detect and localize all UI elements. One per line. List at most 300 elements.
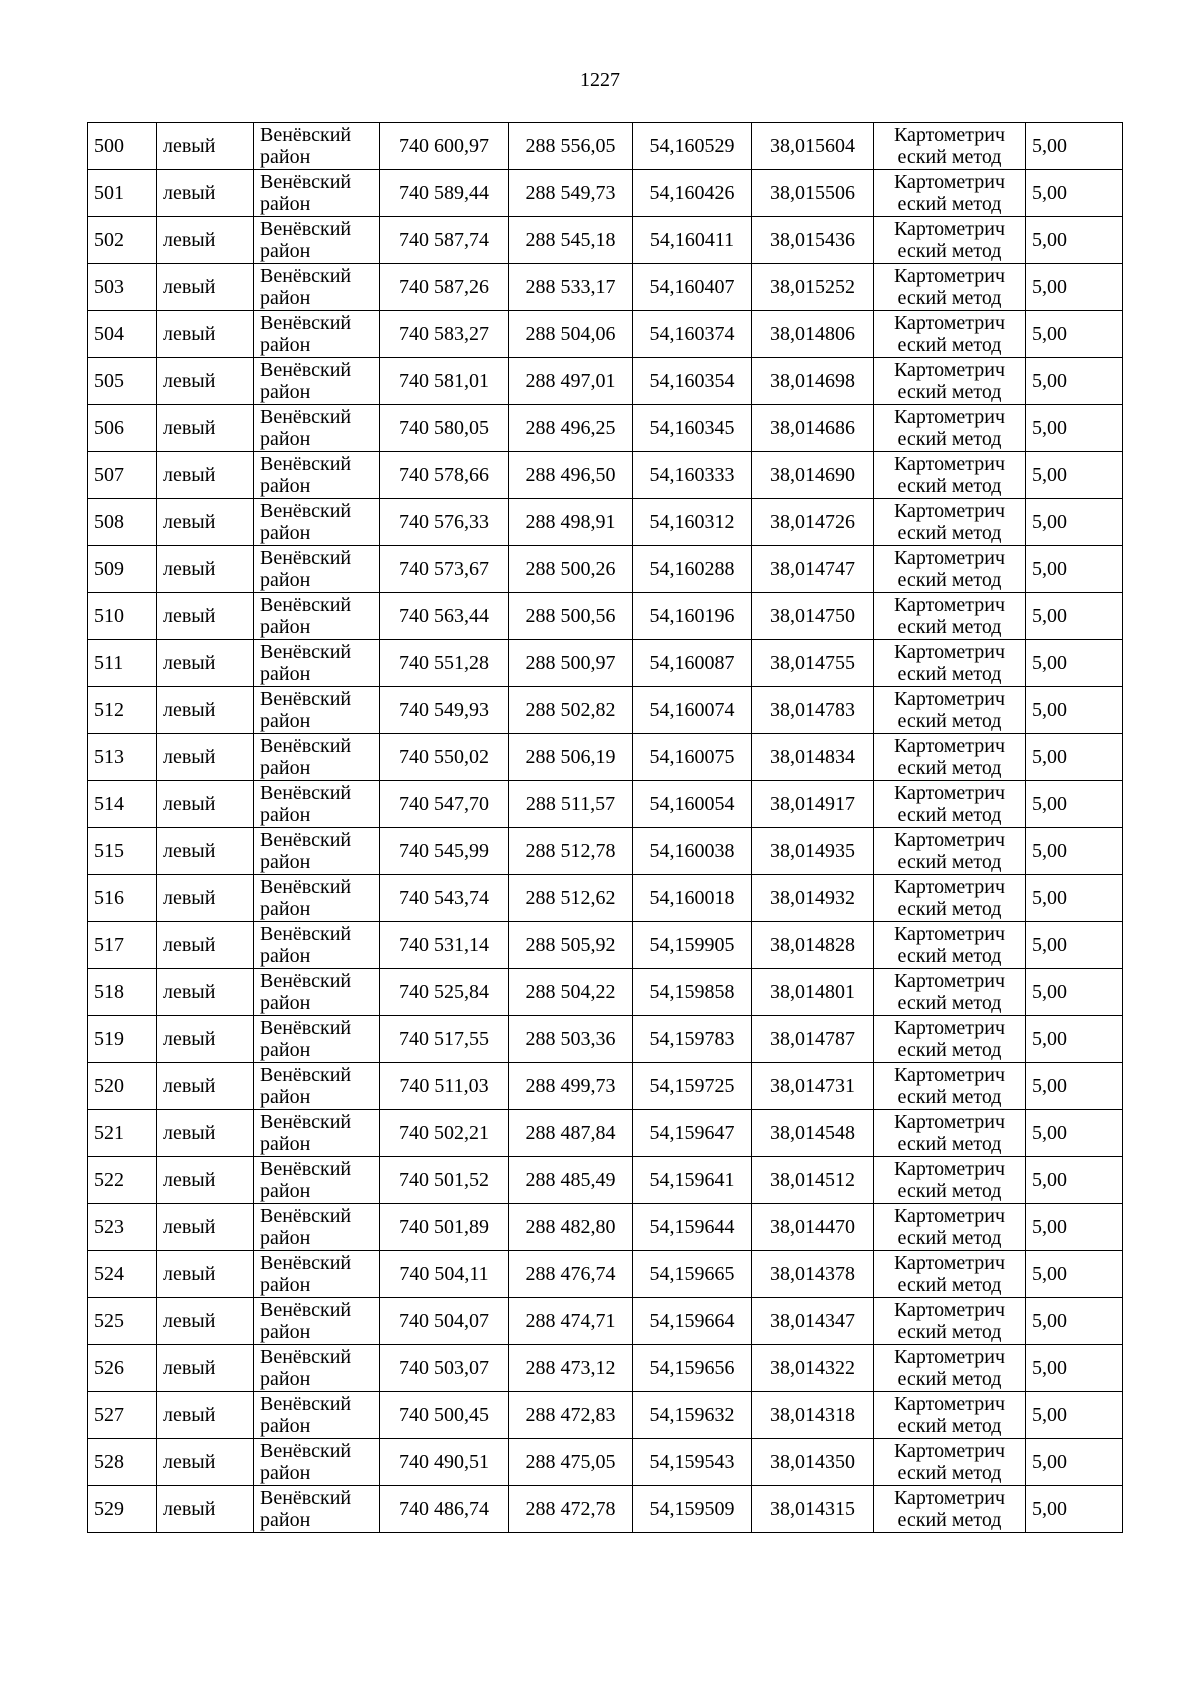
longitude-cell: 38,014834 <box>752 734 874 781</box>
method-cell <box>874 217 1026 264</box>
coord-y-cell: 288 533,17 <box>509 264 633 311</box>
method-line-2: еский метод <box>897 381 1002 403</box>
district-cell <box>254 1486 380 1533</box>
accuracy-cell: 5,00 <box>1026 1157 1123 1204</box>
coord-y-cell: 288 472,78 <box>509 1486 633 1533</box>
point-number-cell: 526 <box>88 1345 157 1392</box>
method-line-2: еский метод <box>897 616 1002 638</box>
method-cell <box>874 1486 1026 1533</box>
method-cell <box>874 358 1026 405</box>
district-line-2: район <box>260 1039 311 1061</box>
side-cell: левый <box>157 123 254 170</box>
method-line-1: Картометрич <box>893 453 1006 475</box>
district-line-2: район <box>260 1227 311 1249</box>
coord-x-cell: 740 503,07 <box>380 1345 509 1392</box>
latitude-cell: 54,159632 <box>633 1392 752 1439</box>
point-number-cell: 506 <box>88 405 157 452</box>
longitude-cell: 38,014315 <box>752 1486 874 1533</box>
district-line-1: Венёвский <box>260 876 352 898</box>
accuracy-cell: 5,00 <box>1026 828 1123 875</box>
table-row <box>88 1157 1123 1204</box>
district-line-2: район <box>260 1133 311 1155</box>
method-line-2: еский метод <box>897 240 1002 262</box>
table-row <box>88 1251 1123 1298</box>
side-cell: левый <box>157 828 254 875</box>
point-number-cell: 513 <box>88 734 157 781</box>
district-line-1: Венёвский <box>260 1393 352 1415</box>
district-line-1: Венёвский <box>260 1205 352 1227</box>
latitude-cell: 54,159647 <box>633 1110 752 1157</box>
district-line-1: Венёвский <box>260 547 352 569</box>
district-line-2: район <box>260 475 311 497</box>
district-cell <box>254 452 380 499</box>
longitude-cell: 38,014698 <box>752 358 874 405</box>
district-line-2: район <box>260 569 311 591</box>
method-cell <box>874 922 1026 969</box>
table-row <box>88 405 1123 452</box>
district-line-2: район <box>260 1321 311 1343</box>
point-number-cell: 500 <box>88 123 157 170</box>
district-line-2: район <box>260 1368 311 1390</box>
method-line-1: Картометрич <box>893 265 1006 287</box>
coord-y-cell: 288 474,71 <box>509 1298 633 1345</box>
point-number-cell: 527 <box>88 1392 157 1439</box>
district-line-2: район <box>260 663 311 685</box>
point-number-cell: 514 <box>88 781 157 828</box>
page-number: 1227 <box>580 69 620 91</box>
longitude-cell: 38,014470 <box>752 1204 874 1251</box>
method-cell <box>874 1204 1026 1251</box>
coord-x-cell: 740 490,51 <box>380 1439 509 1486</box>
side-cell: левый <box>157 875 254 922</box>
method-line-1: Картометрич <box>893 171 1006 193</box>
point-number-cell: 502 <box>88 217 157 264</box>
point-number-cell: 528 <box>88 1439 157 1486</box>
method-line-1: Картометрич <box>893 1299 1006 1321</box>
latitude-cell: 54,159725 <box>633 1063 752 1110</box>
method-cell <box>874 1298 1026 1345</box>
district-cell <box>254 969 380 1016</box>
accuracy-cell: 5,00 <box>1026 687 1123 734</box>
method-line-2: еский метод <box>897 1086 1002 1108</box>
district-line-2: район <box>260 193 311 215</box>
table-row <box>88 687 1123 734</box>
district-line-2: район <box>260 287 311 309</box>
coord-y-cell: 288 482,80 <box>509 1204 633 1251</box>
method-line-2: еский метод <box>897 1462 1002 1484</box>
coord-y-cell: 288 500,26 <box>509 546 633 593</box>
table-row <box>88 922 1123 969</box>
district-line-1: Венёвский <box>260 406 352 428</box>
method-line-1: Картометрич <box>893 735 1006 757</box>
coord-x-cell: 740 576,33 <box>380 499 509 546</box>
district-line-1: Венёвский <box>260 1487 352 1509</box>
accuracy-cell: 5,00 <box>1026 1063 1123 1110</box>
district-line-2: район <box>260 1274 311 1296</box>
coord-y-cell: 288 504,22 <box>509 969 633 1016</box>
district-cell <box>254 1157 380 1204</box>
accuracy-cell: 5,00 <box>1026 922 1123 969</box>
side-cell: левый <box>157 217 254 264</box>
method-line-1: Картометрич <box>893 641 1006 663</box>
method-cell <box>874 593 1026 640</box>
district-line-1: Венёвский <box>260 688 352 710</box>
coord-x-cell: 740 578,66 <box>380 452 509 499</box>
table-row <box>88 781 1123 828</box>
method-line-2: еский метод <box>897 428 1002 450</box>
point-number-cell: 529 <box>88 1486 157 1533</box>
method-line-1: Картометрич <box>893 1252 1006 1274</box>
table-body <box>88 123 1123 1533</box>
side-cell: левый <box>157 1298 254 1345</box>
table-row <box>88 875 1123 922</box>
method-line-1: Картометрич <box>893 406 1006 428</box>
latitude-cell: 54,160087 <box>633 640 752 687</box>
coord-y-cell: 288 496,25 <box>509 405 633 452</box>
method-line-1: Картометрич <box>893 876 1006 898</box>
accuracy-cell: 5,00 <box>1026 640 1123 687</box>
longitude-cell: 38,014747 <box>752 546 874 593</box>
point-number-cell: 525 <box>88 1298 157 1345</box>
district-line-1: Венёвский <box>260 171 352 193</box>
district-line-1: Венёвский <box>260 218 352 240</box>
district-cell <box>254 687 380 734</box>
district-cell <box>254 358 380 405</box>
longitude-cell: 38,014318 <box>752 1392 874 1439</box>
method-cell <box>874 1157 1026 1204</box>
coord-x-cell: 740 531,14 <box>380 922 509 969</box>
coord-x-cell: 740 504,07 <box>380 1298 509 1345</box>
method-line-2: еский метод <box>897 1133 1002 1155</box>
coord-x-cell: 740 587,74 <box>380 217 509 264</box>
point-number-cell: 517 <box>88 922 157 969</box>
district-line-1: Венёвский <box>260 782 352 804</box>
side-cell: левый <box>157 734 254 781</box>
method-line-2: еский метод <box>897 475 1002 497</box>
coord-y-cell: 288 498,91 <box>509 499 633 546</box>
table-row <box>88 546 1123 593</box>
coord-x-cell: 740 563,44 <box>380 593 509 640</box>
method-cell <box>874 1251 1026 1298</box>
method-line-2: еский метод <box>897 1415 1002 1437</box>
method-line-1: Картометрич <box>893 124 1006 146</box>
district-line-1: Венёвский <box>260 1440 352 1462</box>
latitude-cell: 54,160018 <box>633 875 752 922</box>
district-cell <box>254 875 380 922</box>
point-number-cell: 508 <box>88 499 157 546</box>
coord-y-cell: 288 556,05 <box>509 123 633 170</box>
coord-x-cell: 740 486,74 <box>380 1486 509 1533</box>
district-line-1: Венёвский <box>260 359 352 381</box>
table-row <box>88 734 1123 781</box>
district-line-1: Венёвский <box>260 500 352 522</box>
coord-x-cell: 740 550,02 <box>380 734 509 781</box>
coord-y-cell: 288 512,78 <box>509 828 633 875</box>
method-line-2: еский метод <box>897 1274 1002 1296</box>
side-cell: левый <box>157 358 254 405</box>
method-cell <box>874 1110 1026 1157</box>
point-number-cell: 522 <box>88 1157 157 1204</box>
point-number-cell: 503 <box>88 264 157 311</box>
district-cell <box>254 1063 380 1110</box>
accuracy-cell: 5,00 <box>1026 452 1123 499</box>
district-line-2: район <box>260 757 311 779</box>
method-line-1: Картометрич <box>893 1017 1006 1039</box>
coord-x-cell: 740 502,21 <box>380 1110 509 1157</box>
side-cell: левый <box>157 781 254 828</box>
method-line-2: еский метод <box>897 193 1002 215</box>
table-row <box>88 358 1123 405</box>
latitude-cell: 54,159509 <box>633 1486 752 1533</box>
district-line-2: район <box>260 804 311 826</box>
table-row <box>88 264 1123 311</box>
table-row <box>88 1439 1123 1486</box>
point-number-cell: 516 <box>88 875 157 922</box>
method-line-1: Картометрич <box>893 1393 1006 1415</box>
method-cell <box>874 781 1026 828</box>
district-line-1: Венёвский <box>260 594 352 616</box>
coord-y-cell: 288 500,97 <box>509 640 633 687</box>
district-cell <box>254 1016 380 1063</box>
method-cell <box>874 969 1026 1016</box>
coord-x-cell: 740 589,44 <box>380 170 509 217</box>
method-line-2: еский метод <box>897 851 1002 873</box>
method-line-2: еский метод <box>897 1368 1002 1390</box>
latitude-cell: 54,159783 <box>633 1016 752 1063</box>
method-line-2: еский метод <box>897 1039 1002 1061</box>
district-line-2: район <box>260 522 311 544</box>
table-row <box>88 311 1123 358</box>
latitude-cell: 54,159656 <box>633 1345 752 1392</box>
coord-x-cell: 740 504,11 <box>380 1251 509 1298</box>
longitude-cell: 38,015506 <box>752 170 874 217</box>
method-cell <box>874 687 1026 734</box>
longitude-cell: 38,014548 <box>752 1110 874 1157</box>
coord-x-cell: 740 501,52 <box>380 1157 509 1204</box>
point-number-cell: 510 <box>88 593 157 640</box>
district-line-2: район <box>260 334 311 356</box>
coord-x-cell: 740 547,70 <box>380 781 509 828</box>
method-line-1: Картометрич <box>893 1064 1006 1086</box>
accuracy-cell: 5,00 <box>1026 1439 1123 1486</box>
district-line-1: Венёвский <box>260 1346 352 1368</box>
district-cell <box>254 405 380 452</box>
longitude-cell: 38,014686 <box>752 405 874 452</box>
coord-y-cell: 288 476,74 <box>509 1251 633 1298</box>
district-line-2: район <box>260 945 311 967</box>
method-line-1: Картометрич <box>893 1158 1006 1180</box>
method-line-2: еский метод <box>897 898 1002 920</box>
accuracy-cell: 5,00 <box>1026 1298 1123 1345</box>
accuracy-cell: 5,00 <box>1026 546 1123 593</box>
longitude-cell: 38,015604 <box>752 123 874 170</box>
accuracy-cell: 5,00 <box>1026 1110 1123 1157</box>
longitude-cell: 38,014828 <box>752 922 874 969</box>
accuracy-cell: 5,00 <box>1026 1016 1123 1063</box>
longitude-cell: 38,014731 <box>752 1063 874 1110</box>
method-line-1: Картометрич <box>893 312 1006 334</box>
district-line-2: район <box>260 710 311 732</box>
method-line-1: Картометрич <box>893 782 1006 804</box>
point-number-cell: 521 <box>88 1110 157 1157</box>
district-line-1: Венёвский <box>260 265 352 287</box>
coord-x-cell: 740 500,45 <box>380 1392 509 1439</box>
district-line-1: Венёвский <box>260 1299 352 1321</box>
method-cell <box>874 1392 1026 1439</box>
accuracy-cell: 5,00 <box>1026 1204 1123 1251</box>
district-line-2: район <box>260 381 311 403</box>
coord-y-cell: 288 472,83 <box>509 1392 633 1439</box>
longitude-cell: 38,014347 <box>752 1298 874 1345</box>
side-cell: левый <box>157 405 254 452</box>
district-line-1: Венёвский <box>260 1158 352 1180</box>
method-cell <box>874 546 1026 593</box>
longitude-cell: 38,014512 <box>752 1157 874 1204</box>
point-number-cell: 523 <box>88 1204 157 1251</box>
coord-y-cell: 288 506,19 <box>509 734 633 781</box>
coord-x-cell: 740 580,05 <box>380 405 509 452</box>
method-line-2: еский метод <box>897 522 1002 544</box>
method-cell <box>874 264 1026 311</box>
method-line-2: еский метод <box>897 992 1002 1014</box>
method-cell <box>874 1345 1026 1392</box>
district-cell <box>254 546 380 593</box>
longitude-cell: 38,014932 <box>752 875 874 922</box>
coord-y-cell: 288 497,01 <box>509 358 633 405</box>
method-line-2: еский метод <box>897 945 1002 967</box>
side-cell: левый <box>157 452 254 499</box>
point-number-cell: 501 <box>88 170 157 217</box>
accuracy-cell: 5,00 <box>1026 1251 1123 1298</box>
coord-x-cell: 740 581,01 <box>380 358 509 405</box>
district-line-1: Венёвский <box>260 970 352 992</box>
method-line-1: Картометрич <box>893 923 1006 945</box>
side-cell: левый <box>157 922 254 969</box>
table-row <box>88 499 1123 546</box>
district-line-1: Венёвский <box>260 1111 352 1133</box>
method-line-1: Картометрич <box>893 1205 1006 1227</box>
method-line-2: еский метод <box>897 757 1002 779</box>
district-line-2: район <box>260 992 311 1014</box>
coord-y-cell: 288 499,73 <box>509 1063 633 1110</box>
method-line-2: еский метод <box>897 804 1002 826</box>
method-line-2: еский метод <box>897 663 1002 685</box>
district-line-1: Венёвский <box>260 124 352 146</box>
district-cell <box>254 1392 380 1439</box>
accuracy-cell: 5,00 <box>1026 1392 1123 1439</box>
district-cell <box>254 170 380 217</box>
coord-y-cell: 288 500,56 <box>509 593 633 640</box>
latitude-cell: 54,159641 <box>633 1157 752 1204</box>
coord-y-cell: 288 475,05 <box>509 1439 633 1486</box>
table-row <box>88 1298 1123 1345</box>
method-line-1: Картометрич <box>893 1440 1006 1462</box>
district-cell <box>254 593 380 640</box>
method-line-2: еский метод <box>897 1321 1002 1343</box>
method-cell <box>874 452 1026 499</box>
side-cell: левый <box>157 1439 254 1486</box>
district-line-1: Венёвский <box>260 312 352 334</box>
latitude-cell: 54,160529 <box>633 123 752 170</box>
accuracy-cell: 5,00 <box>1026 781 1123 828</box>
latitude-cell: 54,160038 <box>633 828 752 875</box>
method-cell <box>874 828 1026 875</box>
district-cell <box>254 499 380 546</box>
coord-y-cell: 288 496,50 <box>509 452 633 499</box>
coord-x-cell: 740 551,28 <box>380 640 509 687</box>
latitude-cell: 54,160196 <box>633 593 752 640</box>
latitude-cell: 54,160354 <box>633 358 752 405</box>
latitude-cell: 54,159858 <box>633 969 752 1016</box>
point-number-cell: 520 <box>88 1063 157 1110</box>
method-line-2: еский метод <box>897 710 1002 732</box>
side-cell: левый <box>157 640 254 687</box>
longitude-cell: 38,014806 <box>752 311 874 358</box>
side-cell: левый <box>157 1063 254 1110</box>
longitude-cell: 38,014322 <box>752 1345 874 1392</box>
coord-x-cell: 740 511,03 <box>380 1063 509 1110</box>
side-cell: левый <box>157 1204 254 1251</box>
latitude-cell: 54,160374 <box>633 311 752 358</box>
coord-x-cell: 740 501,89 <box>380 1204 509 1251</box>
coord-x-cell: 740 587,26 <box>380 264 509 311</box>
side-cell: левый <box>157 546 254 593</box>
accuracy-cell: 5,00 <box>1026 264 1123 311</box>
table-row <box>88 640 1123 687</box>
accuracy-cell: 5,00 <box>1026 405 1123 452</box>
latitude-cell: 54,160333 <box>633 452 752 499</box>
district-line-2: район <box>260 1415 311 1437</box>
latitude-cell: 54,159543 <box>633 1439 752 1486</box>
district-line-1: Венёвский <box>260 1252 352 1274</box>
district-cell <box>254 1439 380 1486</box>
coord-y-cell: 288 511,57 <box>509 781 633 828</box>
coord-x-cell: 740 543,74 <box>380 875 509 922</box>
district-line-1: Венёвский <box>260 829 352 851</box>
coord-x-cell: 740 525,84 <box>380 969 509 1016</box>
coord-y-cell: 288 502,82 <box>509 687 633 734</box>
latitude-cell: 54,160411 <box>633 217 752 264</box>
district-cell <box>254 1298 380 1345</box>
method-cell <box>874 123 1026 170</box>
method-cell <box>874 1439 1026 1486</box>
district-line-1: Венёвский <box>260 735 352 757</box>
district-line-2: район <box>260 240 311 262</box>
table-row <box>88 969 1123 1016</box>
district-line-1: Венёвский <box>260 1017 352 1039</box>
accuracy-cell: 5,00 <box>1026 1486 1123 1533</box>
district-line-1: Венёвский <box>260 453 352 475</box>
method-line-1: Картометрич <box>893 359 1006 381</box>
district-cell <box>254 640 380 687</box>
district-line-1: Венёвский <box>260 641 352 663</box>
method-line-2: еский метод <box>897 1509 1002 1531</box>
accuracy-cell: 5,00 <box>1026 593 1123 640</box>
table-row <box>88 1016 1123 1063</box>
side-cell: левый <box>157 1251 254 1298</box>
method-line-2: еский метод <box>897 334 1002 356</box>
district-line-2: район <box>260 428 311 450</box>
table-row <box>88 593 1123 640</box>
method-line-1: Картометрич <box>893 970 1006 992</box>
table-row <box>88 1345 1123 1392</box>
table-row <box>88 1063 1123 1110</box>
accuracy-cell: 5,00 <box>1026 969 1123 1016</box>
latitude-cell: 54,159665 <box>633 1251 752 1298</box>
method-line-2: еский метод <box>897 1227 1002 1249</box>
district-line-2: район <box>260 1180 311 1202</box>
method-line-2: еский метод <box>897 146 1002 168</box>
